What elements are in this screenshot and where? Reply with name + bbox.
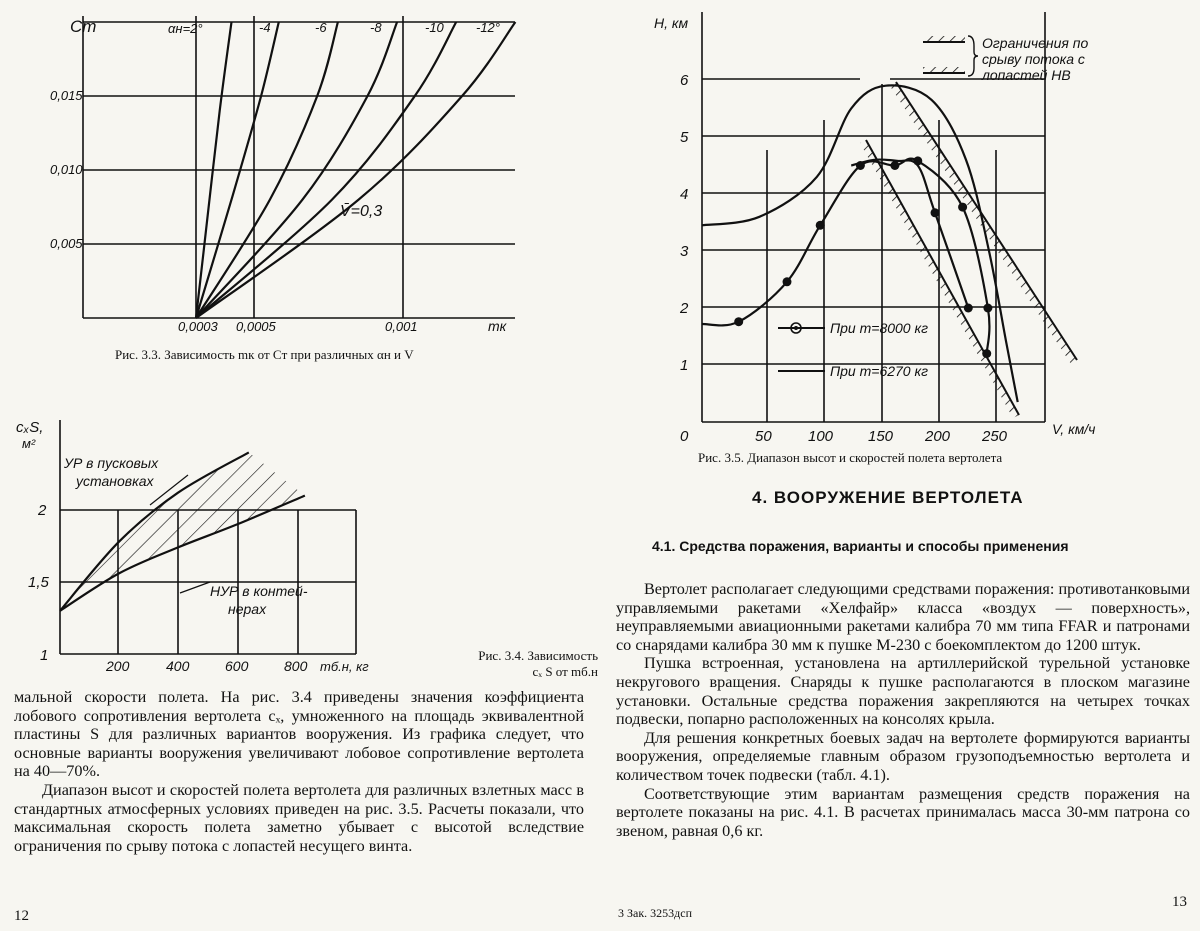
fig33-curve-label: αн=2° <box>168 21 203 36</box>
paragraph: мальной скорости полета. На рис. 3.4 приведены значения коэффициента лобового сопротивления вертолета cₓ, умноженного на площадь эквивалентной пластины S для различных вариантов вооружения. Из графика следует, что основные варианты вооружения увеличивают лобовое сопротивление вертолета на 40—70%. <box>14 688 584 781</box>
fig33-annotation: V̄=0,3 <box>340 203 383 220</box>
fig34-ylabel: cₓS, <box>16 419 44 436</box>
fig35-data-point <box>856 161 865 170</box>
paragraph: Диапазон высот и скоростей полета вертолета для различных взлетных масс в стандартных атмосферных условиях приведен на рис. 3.5. Расчеты показали, что максимальная скорость полета заметно убывает с высотой вследствие ограничения по срыву потока с лопастей несущего винта. <box>14 780 584 855</box>
fig35-ytick: 5 <box>680 129 689 146</box>
fig35-xtick: 0 <box>680 428 689 445</box>
fig33-xtick: 0,0005 <box>236 319 276 334</box>
fig34-leader-lower <box>180 582 210 593</box>
fig35-data-point <box>958 203 967 212</box>
fig33-ytick: 0,010 <box>50 162 83 177</box>
fig35-data-point <box>734 317 743 326</box>
fig35-caption: Рис. 3.5. Диапазон высот и скоростей полета вертолета <box>698 450 1003 465</box>
fig35-ytick: 6 <box>680 72 689 89</box>
fig33-ytick: 0,015 <box>50 88 83 103</box>
fig35-xtick: 50 <box>755 428 772 445</box>
fig34-xtick: 200 <box>106 658 130 674</box>
fig35-data-point <box>913 156 922 165</box>
fig33-caption: Рис. 3.3. Зависимость mк от Cт при различных αн и V <box>115 347 414 362</box>
fig33-curve-label: -12° <box>476 20 500 35</box>
fig35-curve-6270 <box>702 85 1018 402</box>
paragraph: Пушка встроенная, установлена на артиллерийской турельной установке некругового вращения. Снаряды к пушке располагаются в плоском магазине установки. Остальные средства поражения закрепляются на четырех точках подвески, попарно расположенных на консолях крыла. <box>616 654 1190 729</box>
fig34-label-lower: НУР в контей- <box>210 583 308 599</box>
fig35-ylabel: H, км <box>654 15 689 31</box>
right-body-text <box>616 580 1190 840</box>
paragraph: Вертолет располагает следующими средствами поражения: противотанковыми управляемыми ракетами «Хелфайр» класса «воздух — поверхность», неуправляемыми авиационными ракетами калибра 70 мм типа FFAR и патронами со снарядами калибра 30 мм к пушке М-230 с боекомплектом до 1200 штук. <box>616 580 1190 654</box>
subsection-heading: 4.1. Средства поражения, варианты и способы применения <box>652 538 1069 554</box>
fig35-legend-6270: При m=6270 кг <box>830 363 928 379</box>
fig34-xtick: 600 <box>225 658 249 674</box>
fig35-legend-brace <box>968 36 978 76</box>
fig33-xtick: 0,001 <box>385 319 418 334</box>
fig34-label-upper: УР в пусковых <box>64 455 159 471</box>
fig35-xtick: 200 <box>925 428 951 445</box>
fig35-data-point <box>816 221 825 230</box>
fig34-caption-line: cₓ S от mб.н <box>532 664 598 679</box>
fig35-ytick: 4 <box>680 186 689 203</box>
fig35-ytick: 1 <box>680 357 689 374</box>
fig34-ytick: 2 <box>38 502 47 519</box>
fig35-data-point <box>964 304 973 313</box>
fig34-ytick: 1,5 <box>28 574 49 591</box>
fig35-xtick: 250 <box>982 428 1008 445</box>
fig35-legend-8000: При m=8000 кг <box>830 320 928 336</box>
fig34-label-upper: установках <box>76 473 154 489</box>
fig35-xtick: 100 <box>808 428 834 445</box>
fig33-curve-label: -6 <box>315 20 327 35</box>
fig34-caption-line: Рис. 3.4. Зависимость <box>478 648 598 663</box>
left-body-text <box>14 688 584 855</box>
fig35-data-point <box>890 161 899 170</box>
fig34-chart <box>0 410 600 680</box>
fig34-xtick: 400 <box>166 658 190 674</box>
fig33-curve-label: -4 <box>259 20 271 35</box>
fig35-legend-marker-dot <box>794 326 798 330</box>
fig35-legend-limit: срыву потока с <box>982 51 1085 67</box>
fig33-ylabel: Cт <box>70 17 97 36</box>
fig33-ytick: 0,005 <box>50 236 83 251</box>
fig35-legend-limit: лопастей НВ <box>982 67 1071 83</box>
page-number-right: 13 <box>1172 894 1187 910</box>
fig35-legend-hatch <box>923 67 965 73</box>
fig34-ylabel-unit: м² <box>22 436 36 451</box>
fig35-legend-hatch <box>923 36 965 42</box>
fig35-data-point <box>983 304 992 313</box>
fig35-xtick: 150 <box>868 428 894 445</box>
paragraph: Для решения конкретных боевых задач на вертолете формируются варианты вооружения, определяемые главным образом грузоподъемностью вертолета и количеством точек подвески (табл. 4.1). <box>616 728 1190 784</box>
fig35-ytick: 2 <box>680 300 689 317</box>
fig35-ytick: 3 <box>680 243 689 260</box>
fig35-chart <box>640 0 1200 450</box>
footer-note: 3 Зак. 3253дсп <box>618 906 693 920</box>
fig35-data-point <box>931 208 940 217</box>
page-number-left: 12 <box>14 908 29 924</box>
fig33-chart <box>0 0 540 345</box>
paragraph: Соответствующие этим вариантам размещения средств поражения на вертолете показаны на рис. 4.1. В расчетах принималась масса 30-мм патрона со звеном, равная 0,6 кг. <box>616 784 1190 840</box>
fig35-data-point <box>783 277 792 286</box>
fig34-ytick: 1 <box>40 647 49 664</box>
fig33-xlabel: mк <box>488 318 507 334</box>
fig33-curve-label: -10 <box>425 20 444 35</box>
fig34-xtick: 800 <box>284 658 308 674</box>
fig33-xtick: 0,0003 <box>178 319 218 334</box>
fig35-legend-limit: Ограничения по <box>982 35 1089 51</box>
fig34-caption <box>428 648 598 680</box>
fig35-xlabel: V, км/ч <box>1052 421 1096 437</box>
fig33-curve-label: -8 <box>370 20 382 35</box>
fig34-xlabel: mб.н, кг <box>320 659 369 674</box>
fig34-label-lower: нерах <box>228 601 267 617</box>
fig33-grid <box>83 16 515 318</box>
section-heading: 4. ВООРУЖЕНИЕ ВЕРТОЛЕТА <box>752 488 1024 507</box>
